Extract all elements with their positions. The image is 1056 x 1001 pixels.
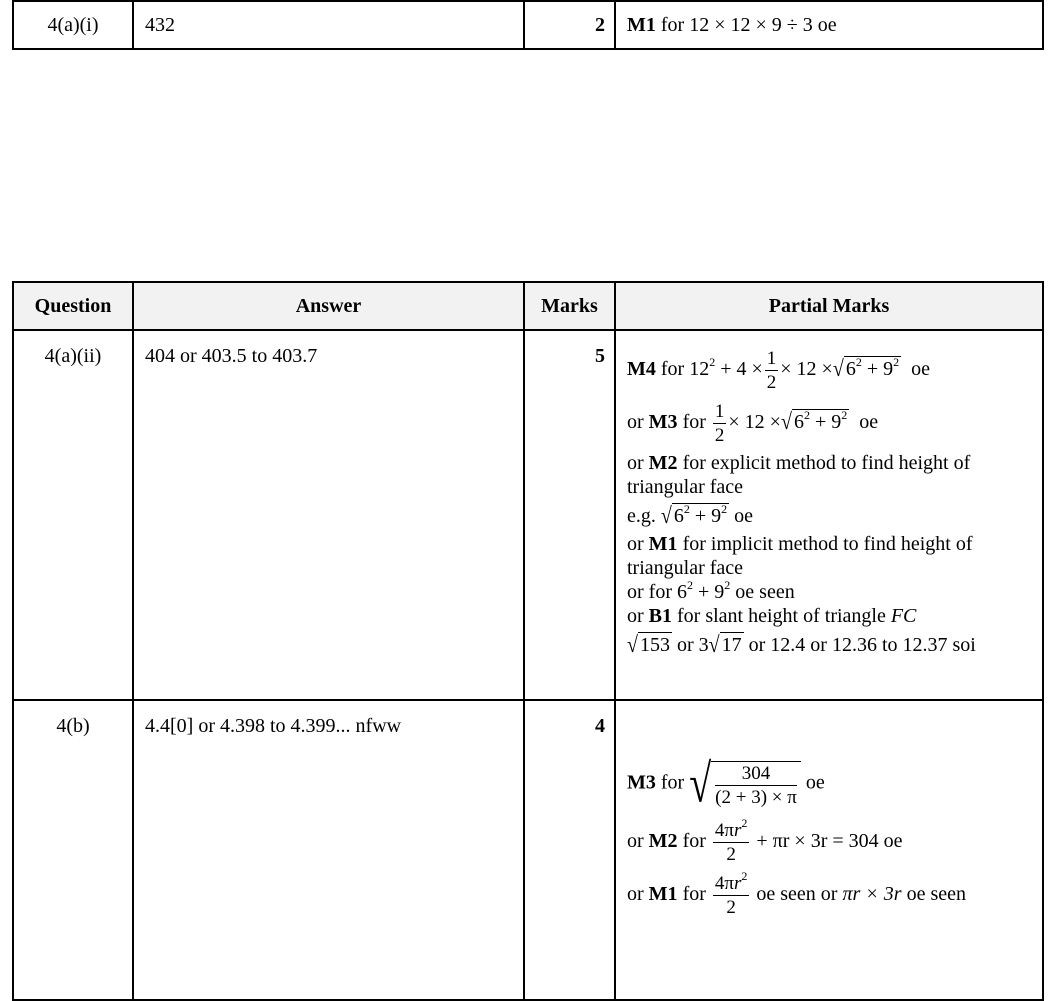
mark-code: M1 <box>627 14 656 36</box>
example-line: e.g. √ $6^2 + 9^2$ oe <box>627 502 754 529</box>
marks-cell: 5 <box>524 330 615 700</box>
m2-line: or M2 for $\frac{4\pi r^2}{2}$ + πr × 3r = 304 oe <box>627 816 903 865</box>
m4-line: M4 for $12^2 + 4$ × $\frac{1}{2}$ × 12 ×√ $6^2 + 9^2$ oe <box>627 348 930 393</box>
marks-cell: 4 <box>524 700 615 1000</box>
partial-marks-cell <box>615 330 1043 700</box>
mark-scheme-table-top <box>12 0 1044 50</box>
question-cell: 4(b) <box>13 700 133 1000</box>
m1-line: or M1 for $\frac{4\pi r^2}{2}$ oe seen or πr × 3r oe seen <box>627 869 966 918</box>
mark-scheme-table <box>12 281 1044 1001</box>
answer-cell: 404 or 403.5 to 403.7 <box>133 330 524 700</box>
m3-line: M3 for √ $\frac{304}{(2 + 3) \times \pi}$ oe <box>627 752 825 814</box>
b1-line: or B1 for slant height of triangle FC <box>627 605 917 627</box>
header-question: Question <box>13 282 133 330</box>
partial-marks-cell <box>615 700 1043 1000</box>
answer-cell: 432 <box>133 1 524 49</box>
header-partial-marks: Partial Marks <box>615 282 1043 330</box>
table-row <box>13 1 1043 49</box>
or-for-line: or for $6^2 + 9^2$ oe seen <box>627 578 795 603</box>
header-row <box>13 282 1043 330</box>
m3-expression: $\frac{1}{2}$ × 12 ×√ $6^2 + 9^2$ <box>714 401 848 446</box>
table-row <box>13 700 1043 1000</box>
question-cell: 4(a)(ii) <box>13 330 133 700</box>
answer-cell: 4.4[0] or 4.398 to 4.399... nfww <box>133 700 524 1000</box>
soi-line: √ 153 or 3√ 17 or 12.4 or 12.36 to 12.37 soi <box>627 632 976 658</box>
m3-line: or M3 for $\frac{1}{2}$ × 12 ×√ $6^2 + 9^2$ oe <box>627 401 879 446</box>
header-marks: Marks <box>524 282 615 330</box>
m4-expression: $12^2 + 4$ × $\frac{1}{2}$ × 12 ×√ $6^2 + 9^2$ <box>689 348 900 393</box>
question-cell: 4(a)(i) <box>13 1 133 49</box>
partial-marks-cell <box>615 1 1043 49</box>
marks-cell: 2 <box>524 1 615 49</box>
m1-line: or M1 for implicit method to find height of triangular face <box>627 533 973 579</box>
header-answer: Answer <box>133 282 524 330</box>
m2-line: or M2 for explicit method to find height of triangular face <box>627 452 971 498</box>
table-row <box>13 330 1043 700</box>
partial-text: for 12 × 12 × 9 ÷ 3 oe <box>660 14 837 36</box>
